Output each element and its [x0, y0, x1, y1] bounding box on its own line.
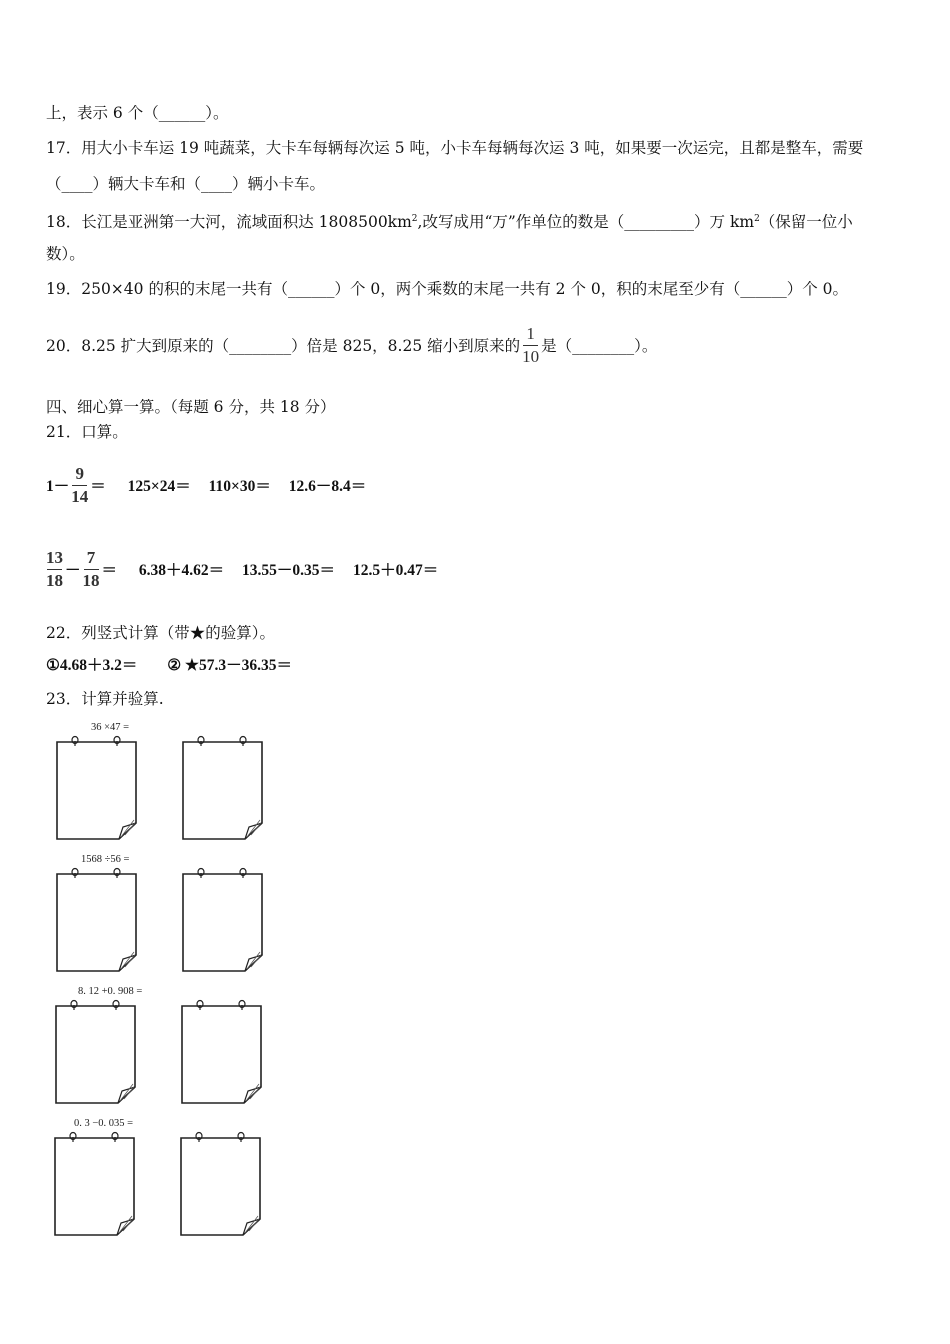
q18-text-c: （保留一位小: [759, 213, 853, 232]
q21-r1-d: 12.6－8.4＝: [288, 478, 367, 495]
q20-frac-num: 1: [526, 323, 535, 343]
calc-problem-3: 8. 12 +0. 908 =: [78, 986, 143, 997]
notepad-check-4: [179, 1131, 263, 1237]
q21-r2-op: －: [65, 562, 81, 579]
q21-r1-frac-den: 14: [71, 486, 89, 506]
q21-r2-frac1-den: 18: [46, 570, 63, 590]
q21-title: 21．口算。: [46, 423, 128, 441]
q20-part2: 是（________）。: [541, 337, 658, 355]
q21-r1-a-suffix: ＝: [90, 478, 106, 495]
q16-tail: 上，表示 6 个（______）。: [46, 104, 229, 122]
notepad-check-1: [181, 735, 265, 841]
q18-line1: [46, 209, 853, 232]
q18-text-b: ,改写成用“万”作单位的数是（_________）万 km: [417, 213, 755, 232]
q21-r1-fraction: [71, 463, 88, 508]
q17-line1: 17．用大小卡车运 19 吨蔬菜，大卡车每辆每次运 5 吨，小卡车每辆每次运 3 吨，如果要一次运完，且都是整车，需要: [46, 139, 864, 157]
q21-r1-c: 110×30＝: [208, 478, 271, 495]
calc-problem-4: 0. 3 −0. 035 =: [74, 1118, 134, 1129]
q20-frac-den: 10: [522, 346, 540, 366]
notepad-check-3: [180, 999, 264, 1105]
q18-sup-2: 2: [754, 214, 760, 224]
q21-r2-c: 13.55－0.35＝: [242, 562, 336, 579]
q21-r1-a-prefix: 1－: [46, 478, 70, 495]
calc-problem-2: 1568 ÷56 =: [81, 854, 130, 865]
q21-r2-frac1-num: 13: [46, 547, 63, 567]
q17-line2: （____）辆大卡车和（____）辆小卡车。: [46, 175, 326, 193]
notepad-calc-4: [53, 1131, 137, 1237]
q22-item2: ② ★57.3－36.35＝: [167, 657, 292, 674]
notepad-calc-3: [54, 999, 138, 1105]
q18-text-a: 18．长江是亚洲第一大河，流域面积达 1808500km: [46, 213, 412, 232]
q22-title: 22．列竖式计算（带★的验算）。: [46, 624, 275, 642]
q21-r2-frac2-den: 18: [82, 570, 100, 590]
calc-problem-1: 36 ×47 =: [91, 722, 130, 733]
q21-row1: [46, 452, 366, 522]
q23-title: 23．计算并验算.: [46, 690, 164, 708]
q18-sup-1: 2: [411, 214, 418, 224]
q19: 19．250×40 的积的末尾一共有（______）个 0，两个乘数的末尾一共有 2 个 0，积的末尾至少有（______）个 0。: [46, 280, 849, 298]
q20-part1: 20．8.25 扩大到原来的（________）倍是 825，8.25 缩小到原来的: [46, 337, 521, 355]
q21-r1-b: 125×24＝: [127, 478, 191, 495]
q21-row2: [46, 536, 438, 606]
q21-r2-a-suffix: ＝: [101, 562, 118, 579]
notepad-calc-1: [55, 735, 139, 841]
notepad-check-2: [181, 867, 265, 973]
q21-r1-frac-num: 9: [75, 463, 85, 483]
q21-r2-frac2-num: 7: [86, 547, 96, 567]
q21-r2-d: 12.5＋0.47＝: [352, 562, 439, 579]
q21-r2-fraction-2: [83, 547, 100, 592]
q22-item1: ①4.68＋3.2＝: [46, 657, 138, 674]
q18-line2: 数）。: [46, 245, 85, 263]
q22-items: [46, 656, 292, 676]
q21-r2-fraction-1: [46, 547, 63, 592]
q20: [46, 318, 657, 374]
notepad-calc-2: [55, 867, 139, 973]
q20-fraction: [522, 323, 539, 368]
q21-r2-b: 6.38＋4.62＝: [138, 562, 225, 579]
section4-title: 四、细心算一算。（每题 6 分，共 18 分）: [46, 398, 336, 416]
